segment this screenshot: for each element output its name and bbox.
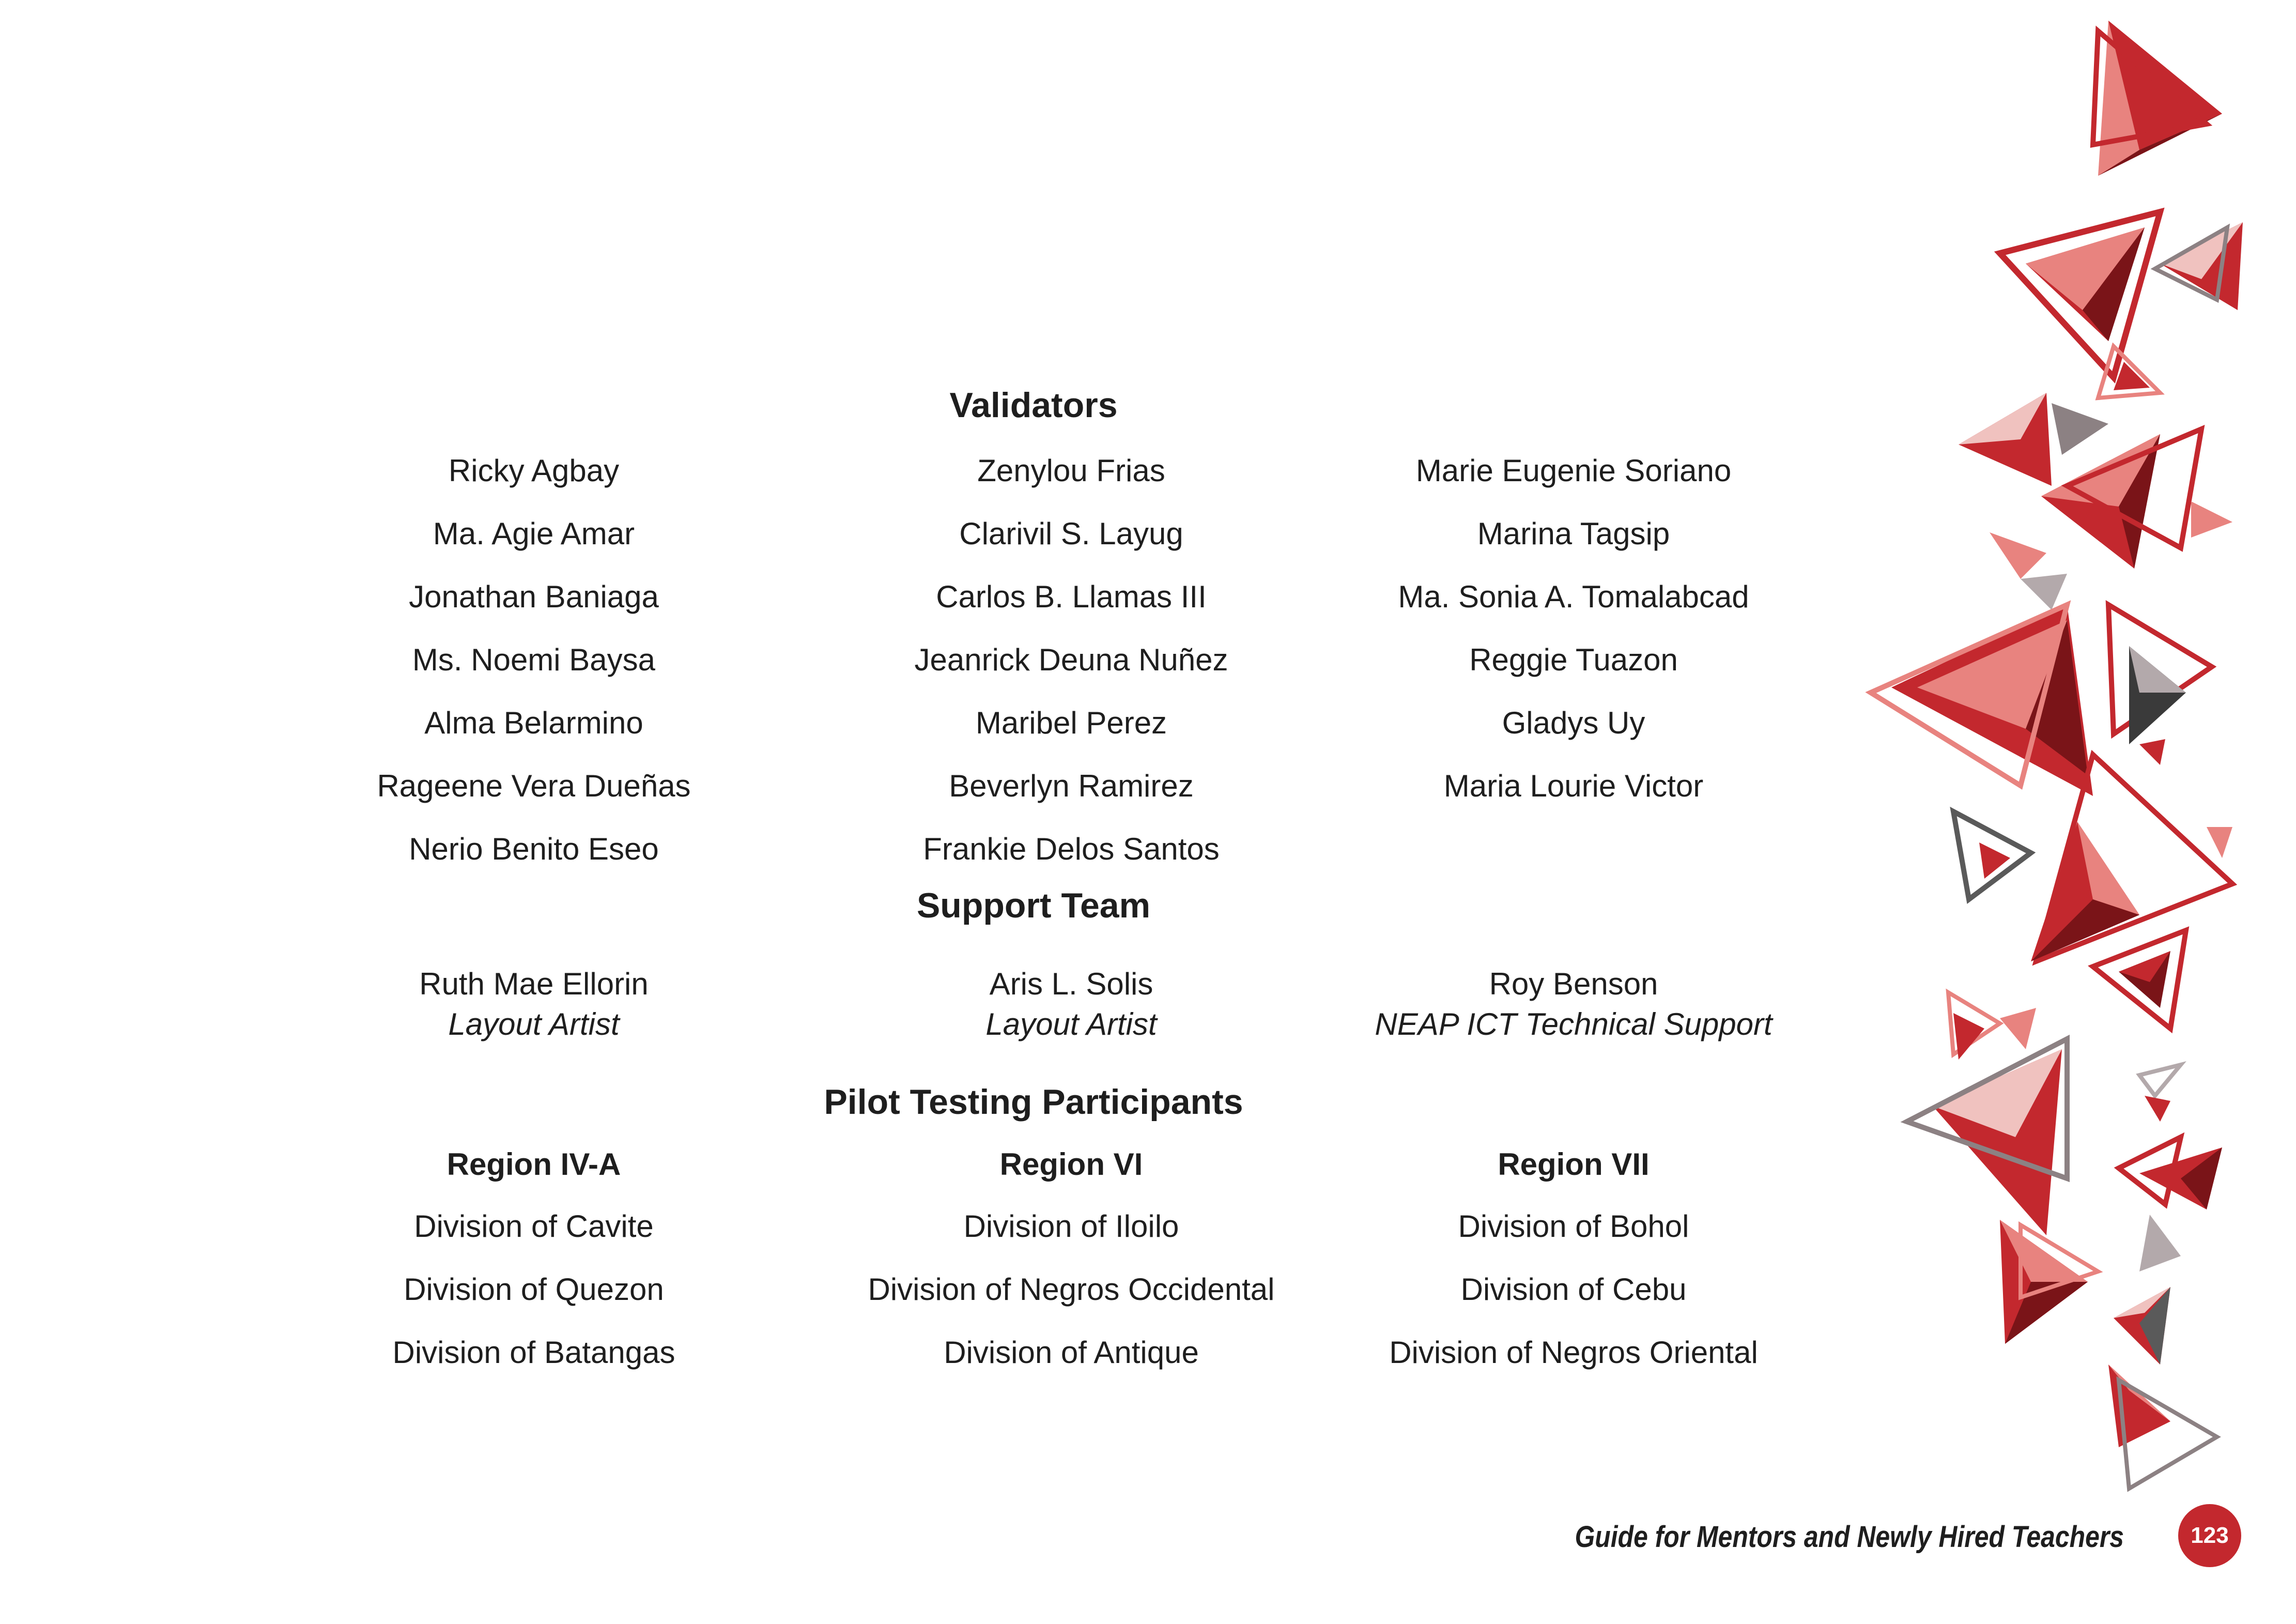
division-name: Division of Cebu (1460, 1272, 1687, 1307)
division-name: Division of Negros Occidental (868, 1272, 1275, 1307)
validators-heading: Validators (949, 386, 1118, 425)
division-name: Division of Iloilo (963, 1209, 1179, 1244)
decorative-triangle (2191, 501, 2232, 538)
validator-name: Ricky Agbay (448, 453, 620, 488)
decorative-triangles (1850, 21, 2284, 1520)
region-divisions-list (813, 1195, 1330, 1384)
support-member-role: Layout Artist (985, 1007, 1157, 1041)
page-number-badge: 123 (2178, 1504, 2241, 1567)
support-member-role: NEAP ICT Technical Support (1375, 1007, 1773, 1041)
validators-column-1 (275, 439, 792, 881)
validator-name: Reggie Tuazon (1469, 642, 1678, 677)
support-member-name: Aris L. Solis (989, 967, 1153, 1001)
validator-name: Ms. Noemi Baysa (412, 642, 656, 677)
validator-name: Alma Belarmino (424, 706, 643, 740)
support-member (813, 964, 1330, 1045)
decorative-triangle (1990, 532, 2046, 579)
decorative-triangle (2207, 827, 2232, 858)
division-name: Division of Batangas (392, 1335, 675, 1370)
validator-name: Gladys Uy (1502, 706, 1645, 740)
validator-name: Marina Tagsip (1477, 516, 1670, 551)
validator-name: Zenylou Frias (977, 453, 1165, 488)
validator-name: Jeanrick Deuna Nuñez (914, 642, 1228, 677)
decorative-triangle (2139, 1215, 2181, 1271)
region-heading: Region VII (1498, 1147, 1650, 1182)
validator-name: Marie Eugenie Soriano (1415, 453, 1732, 488)
pilot-testing-heading: Pilot Testing Participants (824, 1082, 1243, 1122)
region-heading: Region VI (999, 1147, 1143, 1182)
decorative-triangle (2139, 739, 2165, 765)
validator-name: Beverlyn Ramirez (949, 769, 1194, 803)
validator-name: Clarivil S. Layug (959, 516, 1183, 551)
division-name: Division of Negros Oriental (1389, 1335, 1758, 1370)
support-member-name: Ruth Mae Ellorin (419, 967, 649, 1001)
support-member (1315, 964, 1832, 1045)
division-name: Division of Cavite (414, 1209, 654, 1244)
validator-name: Frankie Delos Santos (923, 832, 1220, 866)
region-divisions-list (1315, 1195, 1832, 1384)
validator-name: Ma. Agie Amar (433, 516, 635, 551)
validator-name: Carlos B. Llamas III (936, 579, 1207, 614)
decorative-triangle (2021, 574, 2067, 610)
support-member-name: Roy Benson (1489, 967, 1658, 1001)
region-heading: Region IV-A (446, 1147, 621, 1182)
decorative-triangle (2052, 403, 2108, 455)
validator-name: Ma. Sonia A. Tomalabcad (1398, 579, 1749, 614)
validators-column-2 (813, 439, 1330, 881)
division-name: Division of Bohol (1458, 1209, 1689, 1244)
validator-name: Rageene Vera Dueñas (377, 769, 691, 803)
division-name: Division of Antique (944, 1335, 1199, 1370)
support-member (275, 964, 792, 1045)
validator-name: Maribel Perez (975, 706, 1167, 740)
decorative-triangle (2000, 1008, 2036, 1049)
validator-name: Maria Lourie Victor (1443, 769, 1704, 803)
region-divisions-list (275, 1195, 792, 1384)
validator-name: Jonathan Baniaga (409, 579, 659, 614)
footer-guide-title: Guide for Mentors and Newly Hired Teachers (1575, 1520, 2124, 1554)
division-name: Division of Quezon (404, 1272, 664, 1307)
support-member-role: Layout Artist (448, 1007, 620, 1041)
support-team-heading: Support Team (916, 886, 1151, 925)
decorative-triangle (2139, 1065, 2181, 1096)
validator-name: Nerio Benito Eseo (409, 832, 659, 866)
validators-column-3 (1315, 439, 1832, 818)
decorative-triangle (2145, 1096, 2170, 1122)
